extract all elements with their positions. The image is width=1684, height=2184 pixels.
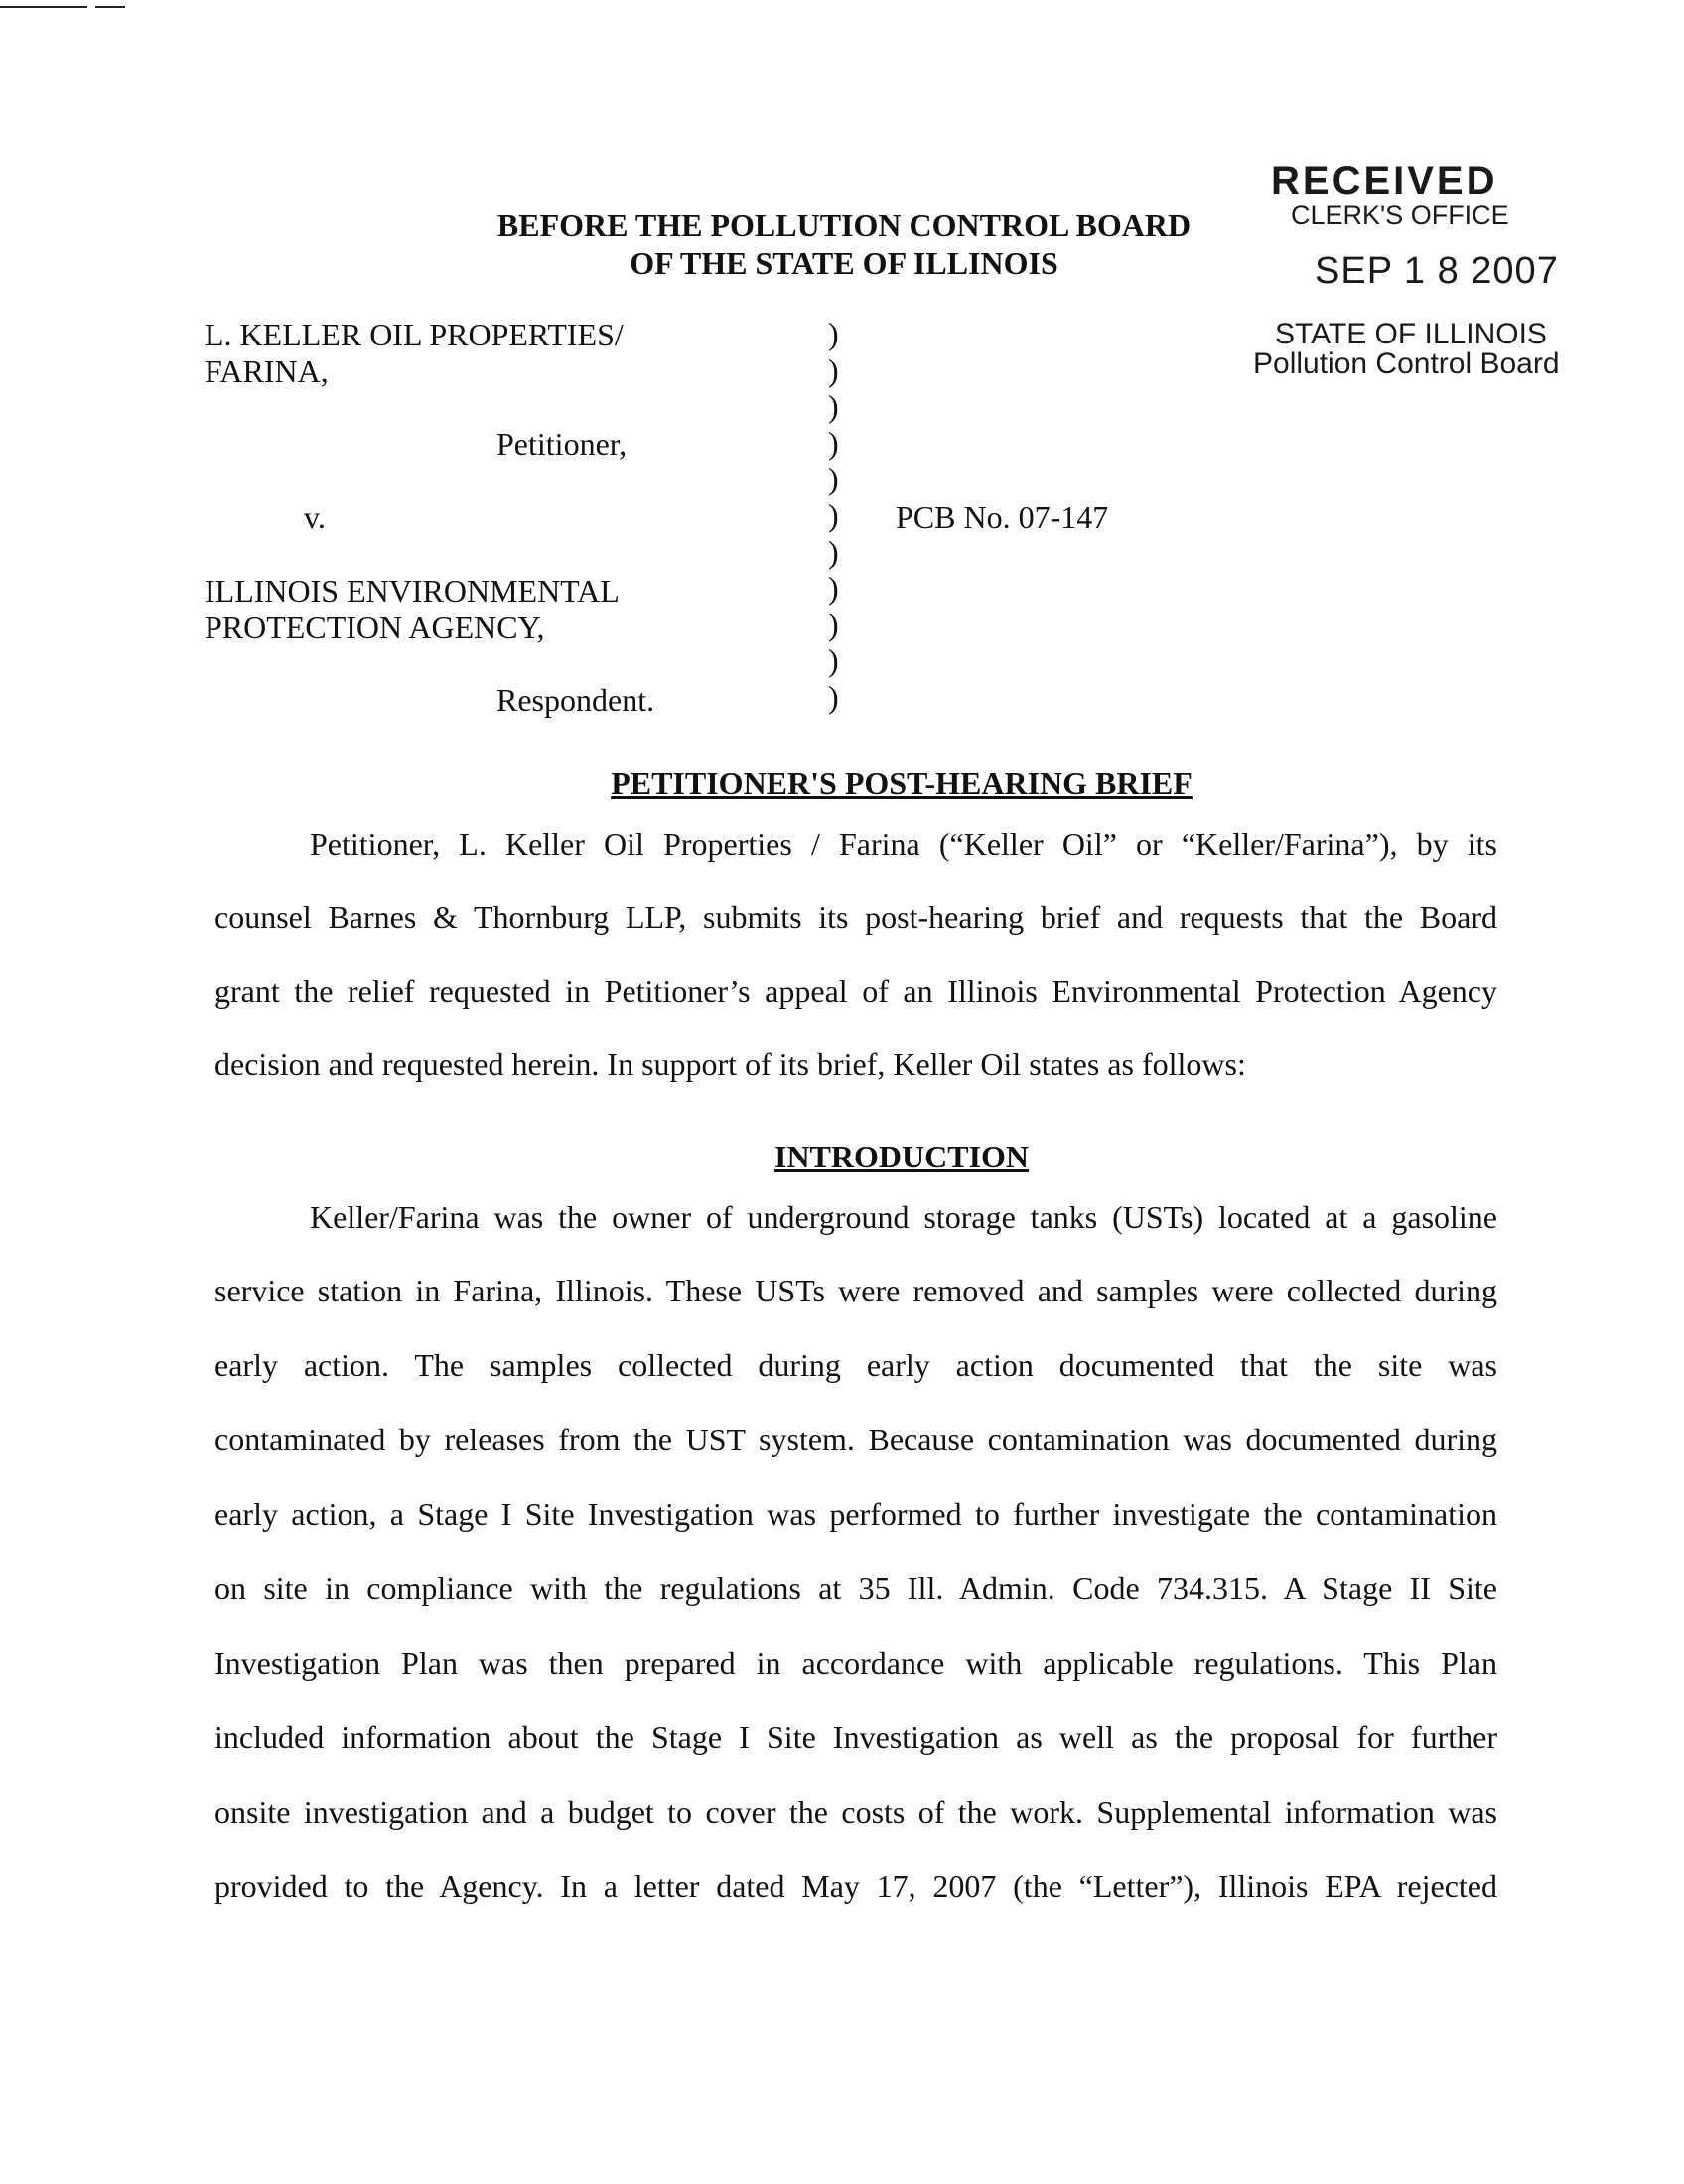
scan-edge-mark — [0, 6, 87, 8]
paragraph-line: Investigation Plan was then prepared in accordance with applicable regulations. This Plan — [214, 1645, 1497, 1681]
caption-parenthesis: ) — [828, 533, 839, 570]
brief-title: PETITIONER'S POST-HEARING BRIEF — [611, 765, 1193, 801]
respondent-name-line-2: PROTECTION AGENCY, — [205, 610, 545, 645]
paragraph-line: early action. The samples collected during early action documented that the site was — [214, 1347, 1497, 1383]
petitioner-name-line-2: FARINA, — [205, 353, 329, 389]
caption-parenthesis: ) — [828, 388, 839, 425]
caption-parenthesis: ) — [828, 461, 839, 497]
paragraph-line: contaminated by releases from the UST system. Because contamination was documented during — [214, 1422, 1497, 1457]
caption-parenthesis: ) — [828, 570, 839, 607]
caption-parenthesis: ) — [828, 496, 839, 533]
paragraph-line: on site in compliance with the regulations at 35 Ill. Admin. Code 734.315. A Stage II Site — [214, 1570, 1497, 1606]
paragraph-line: Keller/Farina was the owner of underground storage tanks (USTs) located at a gasoline — [310, 1199, 1497, 1235]
stamp-date: SEP 1 8 2007 — [1315, 250, 1559, 292]
paragraph-line: provided to the Agency. In a letter dated May 17, 2007 (the “Letter”), Illinois EPA rejected — [214, 1868, 1497, 1904]
stamp-clerk-office: CLERK'S OFFICE — [1291, 201, 1509, 230]
respondent-name-line-1: ILLINOIS ENVIRONMENTAL — [205, 573, 620, 609]
paragraph-line: decision and requested herein. In support of its brief, Keller Oil states as follows: — [214, 1046, 1246, 1082]
case-number: PCB No. 07-147 — [896, 499, 1109, 535]
petitioner-name-line-1: L. KELLER OIL PROPERTIES/ — [205, 317, 624, 352]
paragraph-line: onsite investigation and a budget to cover the costs of the work. Supplemental information was — [214, 1794, 1497, 1830]
respondent-role: Respondent. — [496, 682, 655, 718]
stamp-state: STATE OF ILLINOIS — [1275, 318, 1547, 350]
court-heading-line-1: BEFORE THE POLLUTION CONTROL BOARD — [496, 207, 1192, 243]
caption-parenthesis-column — [828, 316, 839, 716]
caption-parenthesis: ) — [828, 424, 839, 461]
stamp-board: Pollution Control Board — [1253, 347, 1560, 380]
paragraph-line: Petitioner, L. Keller Oil Properties / Farina (“Keller Oil” or “Keller/Farina”), by its — [310, 826, 1497, 862]
caption-parenthesis: ) — [828, 678, 839, 715]
paragraph-line: grant the relief requested in Petitioner’s appeal of an Illinois Environmental Protection Agency — [214, 973, 1497, 1009]
court-heading-line-2: OF THE STATE OF ILLINOIS — [630, 245, 1058, 281]
paragraph-line: counsel Barnes & Thornburg LLP, submits its post-hearing brief and requests that the Board — [214, 899, 1497, 935]
stamp-received-text: RECEIVED — [1271, 159, 1498, 203]
paragraph-line: service station in Farina, Illinois. These USTs were removed and samples were collected during — [214, 1273, 1497, 1308]
caption-parenthesis: ) — [828, 606, 839, 642]
petitioner-role: Petitioner, — [496, 426, 628, 462]
paragraph-line: included information about the Stage I Site Investigation as well as the proposal for further — [214, 1719, 1497, 1755]
caption-parenthesis: ) — [828, 316, 839, 351]
caption-parenthesis: ) — [828, 642, 839, 679]
caption-parenthesis: ) — [828, 351, 839, 388]
paragraph-line: early action, a Stage I Site Investigation was performed to further investigate the contamination — [214, 1496, 1497, 1532]
introduction-title: INTRODUCTION — [773, 1139, 1030, 1174]
versus-label: v. — [304, 499, 326, 535]
scan-edge-mark — [95, 6, 125, 8]
